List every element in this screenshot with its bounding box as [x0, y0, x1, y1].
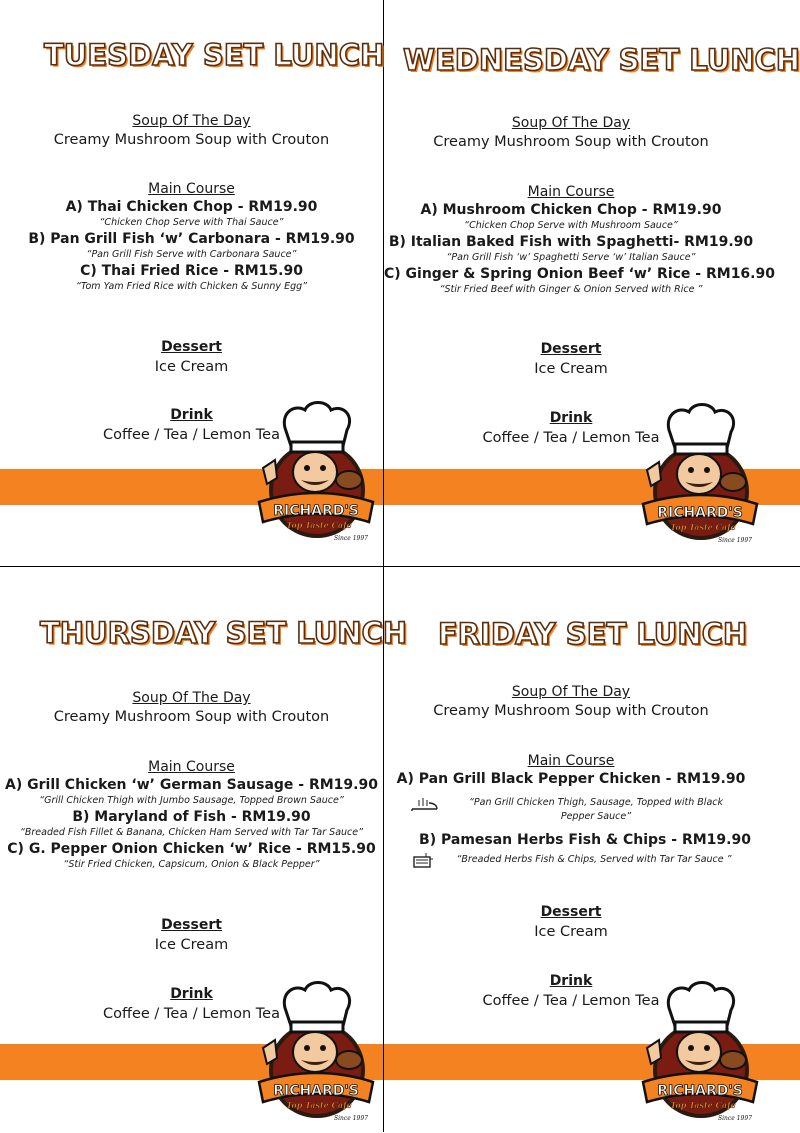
chef-logo [253, 398, 377, 546]
dessert-heading: Dessert [540, 904, 602, 920]
soup-heading: Soup Of The Day [511, 115, 631, 131]
drink-item: Coffee / Tea / Lemon Tea [103, 427, 280, 443]
dessert-heading: Dessert [540, 341, 602, 357]
soup-heading: Soup Of The Day [511, 684, 631, 700]
main-course-heading: Main Course [148, 181, 235, 197]
main-item-b: B) Maryland of Fish - RM19.90 [72, 809, 311, 825]
main-item-c: C) Ginger & Spring Onion Beef ‘w’ Rice - RM16.90 [384, 266, 775, 282]
logo-tagline: Top Taste Cafe [286, 520, 352, 530]
logo-since: Since 1997 [718, 1115, 752, 1122]
main-item-c-desc: “Tom Yam Fried Rice with Chicken & Sunny Egg” [75, 281, 308, 292]
soup-item: Creamy Mushroom Soup with Crouton [433, 703, 709, 719]
main-item-b-desc: “Breaded Fish Fillet & Banana, Chicken Ham Served with Tar Tar Sauce” [19, 827, 364, 838]
main-item-c: C) G. Pepper Onion Chicken ‘w’ Rice - RM15.90 [7, 841, 376, 857]
main-course-heading: Main Course [148, 759, 235, 775]
main-item-c: C) Thai Fried Rice - RM15.90 [80, 263, 303, 279]
main-course-heading: Main Course [527, 753, 615, 769]
main-item-a: A) Pan Grill Black Pepper Chicken - RM19.90 [396, 771, 746, 787]
main-item-b-desc: “Breaded Herbs Fish & Chips, Served with Tar Tar Sauce ” [456, 854, 732, 865]
main-item-a-desc: “Chicken Chop Serve with Mushroom Sauce” [464, 220, 678, 231]
logo-since: Since 1997 [334, 535, 368, 542]
dessert-item: Ice Cream [534, 924, 608, 940]
logo-tagline: Top Taste Cafe [670, 522, 736, 532]
main-item-b: B) Pan Grill Fish ‘w’ Carbonara - RM19.90 [28, 231, 355, 247]
logo-since: Since 1997 [334, 1115, 368, 1122]
logo-since: Since 1997 [718, 537, 752, 544]
chef-logo [637, 400, 761, 548]
drink-heading: Drink [170, 407, 213, 423]
logo-brand-name: RICHARD'S [657, 1083, 743, 1099]
panel-title: THURSDAY SET LUNCH [40, 616, 408, 650]
dessert-item: Ice Cream [154, 359, 229, 375]
drink-item: Coffee / Tea / Lemon Tea [482, 993, 660, 1009]
drink-heading: Drink [549, 973, 593, 989]
dessert-heading: Dessert [161, 917, 222, 933]
chef-logo [637, 978, 761, 1126]
chef-logo [253, 978, 377, 1126]
main-item-a-desc: “Grill Chicken Thigh with Jumbo Sausage, Topped Brown Sauce” [39, 795, 344, 806]
fryer-icon [412, 851, 434, 869]
main-item-a: A) Mushroom Chicken Chop - RM19.90 [420, 202, 722, 218]
drink-heading: Drink [549, 410, 593, 426]
main-item-c-desc: “Stir Fried Chicken, Capsicum, Onion & Black Pepper” [63, 859, 320, 870]
drink-heading: Drink [170, 986, 213, 1002]
drink-item: Coffee / Tea / Lemon Tea [103, 1006, 280, 1022]
panel-title: TUESDAY SET LUNCH [44, 38, 385, 72]
logo-brand-name: RICHARD'S [273, 503, 359, 519]
grill-icon [411, 797, 441, 813]
main-item-b-desc: “Pan Grill Fish Serve with Carbonara Sauce” [86, 249, 297, 260]
logo-tagline: Top Taste Cafe [670, 1100, 736, 1110]
dessert-item: Ice Cream [154, 937, 229, 953]
dessert-item: Ice Cream [534, 361, 608, 377]
dessert-heading: Dessert [161, 339, 222, 355]
panel-title: FRIDAY SET LUNCH [438, 617, 748, 651]
drink-item: Coffee / Tea / Lemon Tea [482, 430, 660, 446]
main-item-b-desc: “Pan Grill Fish ‘w’ Spaghetti Serve ‘w’ Italian Sauce” [446, 252, 696, 263]
soup-heading: Soup Of The Day [132, 690, 251, 706]
main-item-b: B) Pamesan Herbs Fish & Chips - RM19.90 [419, 832, 751, 848]
soup-item: Creamy Mushroom Soup with Crouton [433, 134, 709, 150]
soup-item: Creamy Mushroom Soup with Crouton [53, 709, 330, 725]
soup-heading: Soup Of The Day [132, 113, 251, 129]
main-item-a-desc: “Chicken Chop Serve with Thai Sauce” [99, 217, 284, 228]
panel-title: WEDNESDAY SET LUNCH [403, 43, 800, 77]
logo-brand-name: RICHARD'S [657, 505, 743, 521]
main-item-a-desc: “Pan Grill Chicken Thigh, Sausage, Topped with Black Pepper Sauce” [468, 797, 723, 822]
logo-brand-name: RICHARD'S [273, 1083, 359, 1099]
main-item-b: B) Italian Baked Fish with Spaghetti- RM19.90 [388, 234, 754, 250]
main-item-a: A) Thai Chicken Chop - RM19.90 [65, 199, 318, 215]
main-item-a: A) Grill Chicken ‘w’ German Sausage - RM19.90 [5, 777, 378, 793]
soup-item: Creamy Mushroom Soup with Crouton [53, 132, 330, 148]
main-course-heading: Main Course [527, 184, 615, 200]
logo-tagline: Top Taste Cafe [286, 1100, 352, 1110]
main-item-c-desc: “Stir Fried Beef with Ginger & Onion Served with Rice ” [439, 284, 703, 295]
